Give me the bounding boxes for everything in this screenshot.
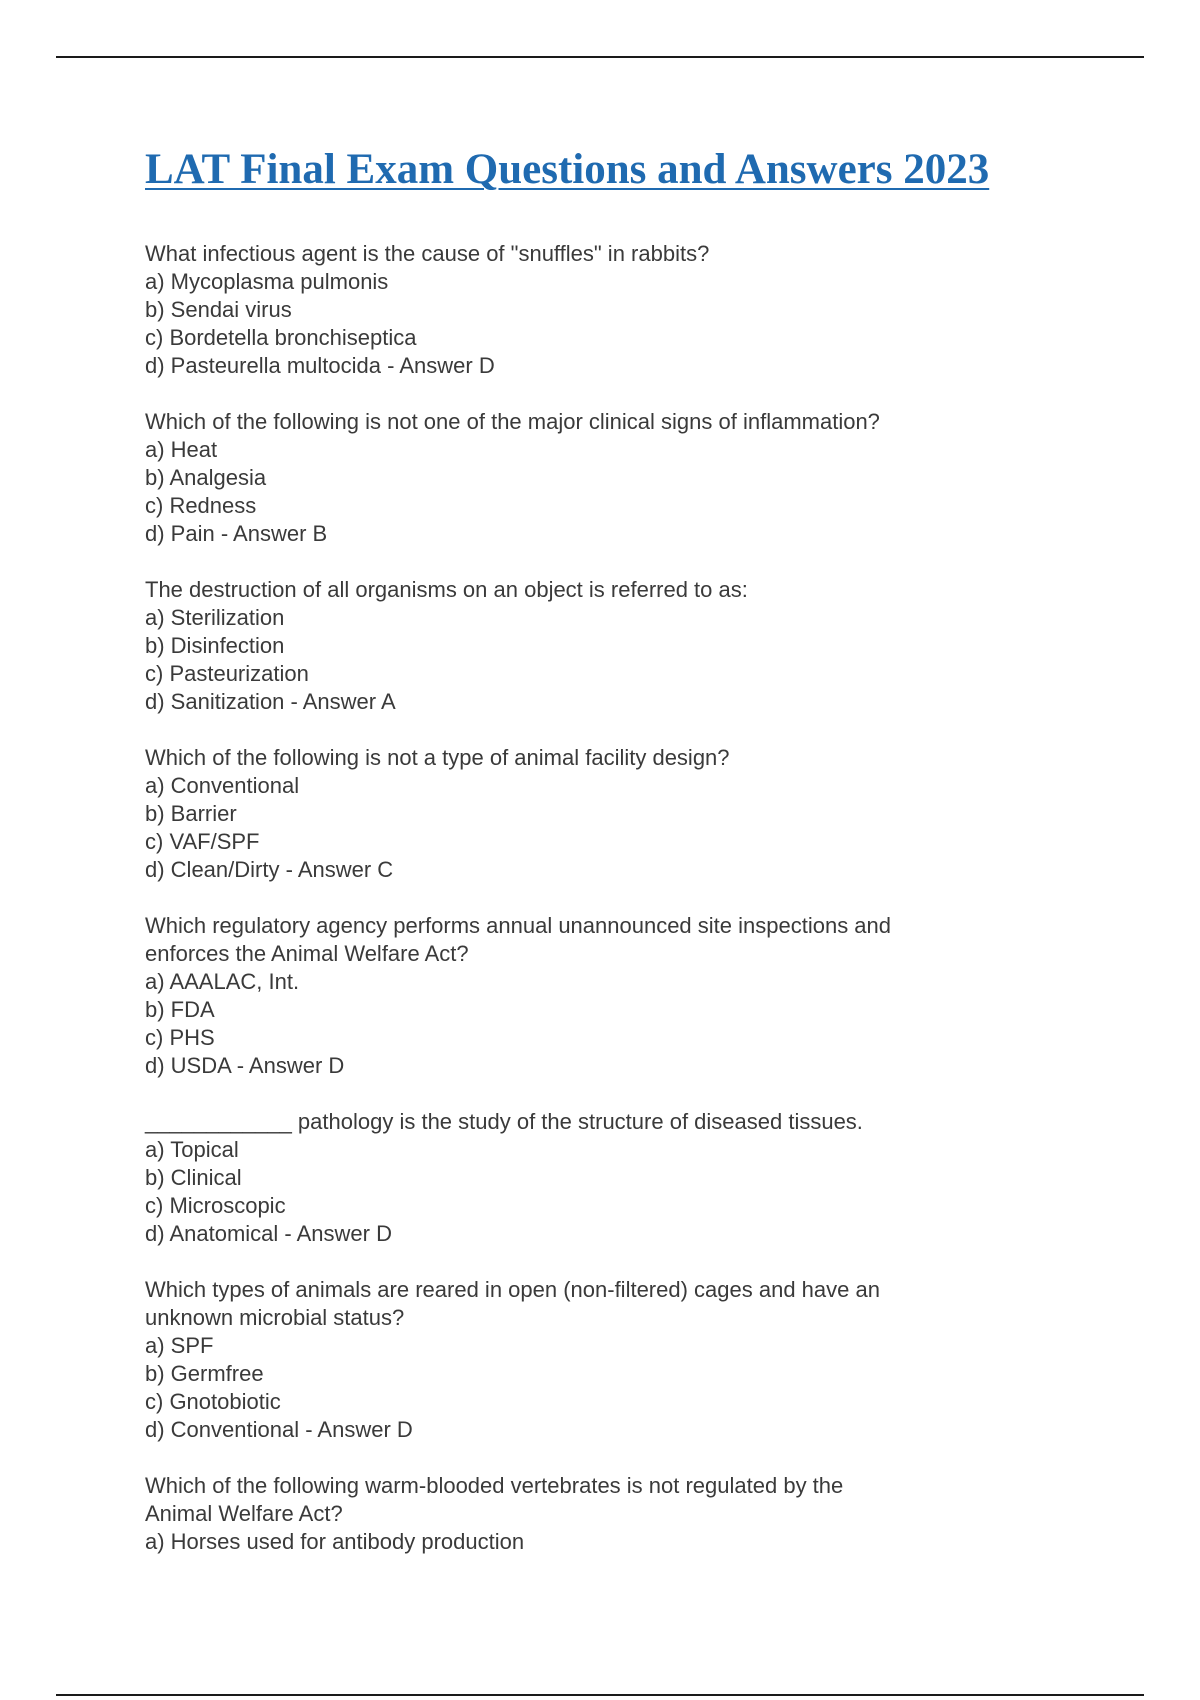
answer-option: c) Microscopic <box>145 1193 286 1218</box>
document-body <box>145 140 1045 1584</box>
question-text: Which types of animals are reared in open (non-filtered) cages and have an unknown microbial status? <box>145 1277 880 1330</box>
question-block <box>145 240 1045 380</box>
question-block <box>145 912 1045 1080</box>
question-text: What infectious agent is the cause of "snuffles" in rabbits? <box>145 241 710 266</box>
question-text: Which regulatory agency performs annual unannounced site inspections and enforces the Animal Welfare Act? <box>145 913 892 966</box>
question-block <box>145 744 1045 884</box>
answer-option: a) Topical <box>145 1137 239 1162</box>
top-rule <box>56 56 1144 58</box>
answer-option: c) Redness <box>145 493 257 518</box>
question-block <box>145 1108 1045 1248</box>
answer-option: b) Disinfection <box>145 633 285 658</box>
question-list <box>145 240 1045 1556</box>
answer-option: b) Sendai virus <box>145 297 292 322</box>
answer-option: b) Clinical <box>145 1165 242 1190</box>
question-block <box>145 1472 1045 1556</box>
answer-option: c) Pasteurization <box>145 661 309 686</box>
question-text: ____________ pathology is the study of the structure of diseased tissues. <box>145 1109 863 1134</box>
bottom-rule <box>56 1694 1144 1696</box>
answer-option: c) Gnotobiotic <box>145 1389 281 1414</box>
answer-option: c) Bordetella bronchiseptica <box>145 325 417 350</box>
question-block <box>145 1276 1045 1444</box>
question-block <box>145 408 1045 548</box>
answer-option: b) Germfree <box>145 1361 264 1386</box>
answer-option: c) PHS <box>145 1025 215 1050</box>
answer-option: d) Clean/Dirty - Answer C <box>145 857 394 882</box>
answer-option: d) USDA - Answer D <box>145 1053 345 1078</box>
question-text: Which of the following warm-blooded vertebrates is not regulated by the Animal Welfare Act? <box>145 1473 844 1526</box>
answer-option: a) SPF <box>145 1333 214 1358</box>
answer-option: c) VAF/SPF <box>145 829 260 854</box>
question-block <box>145 576 1045 716</box>
answer-option: d) Conventional - Answer D <box>145 1417 413 1442</box>
answer-option: d) Pain - Answer B <box>145 521 328 546</box>
question-text: The destruction of all organisms on an object is referred to as: <box>145 577 748 602</box>
document-title: LAT Final Exam Questions and Answers 2023 <box>145 146 990 193</box>
question-text: Which of the following is not one of the major clinical signs of inflammation? <box>145 409 880 434</box>
answer-option: d) Pasteurella multocida - Answer D <box>145 353 495 378</box>
answer-option: b) Analgesia <box>145 465 267 490</box>
answer-option: a) Conventional <box>145 773 300 798</box>
answer-option: a) Mycoplasma pulmonis <box>145 269 389 294</box>
answer-option: b) Barrier <box>145 801 237 826</box>
answer-option: a) Sterilization <box>145 605 285 630</box>
answer-option: a) AAALAC, Int. <box>145 969 300 994</box>
answer-option: d) Sanitization - Answer A <box>145 689 396 714</box>
answer-option: a) Heat <box>145 437 218 462</box>
question-text: Which of the following is not a type of animal facility design? <box>145 745 730 770</box>
answer-option: d) Anatomical - Answer D <box>145 1221 392 1246</box>
answer-option: a) Horses used for antibody production <box>145 1529 525 1554</box>
answer-option: b) FDA <box>145 997 215 1022</box>
